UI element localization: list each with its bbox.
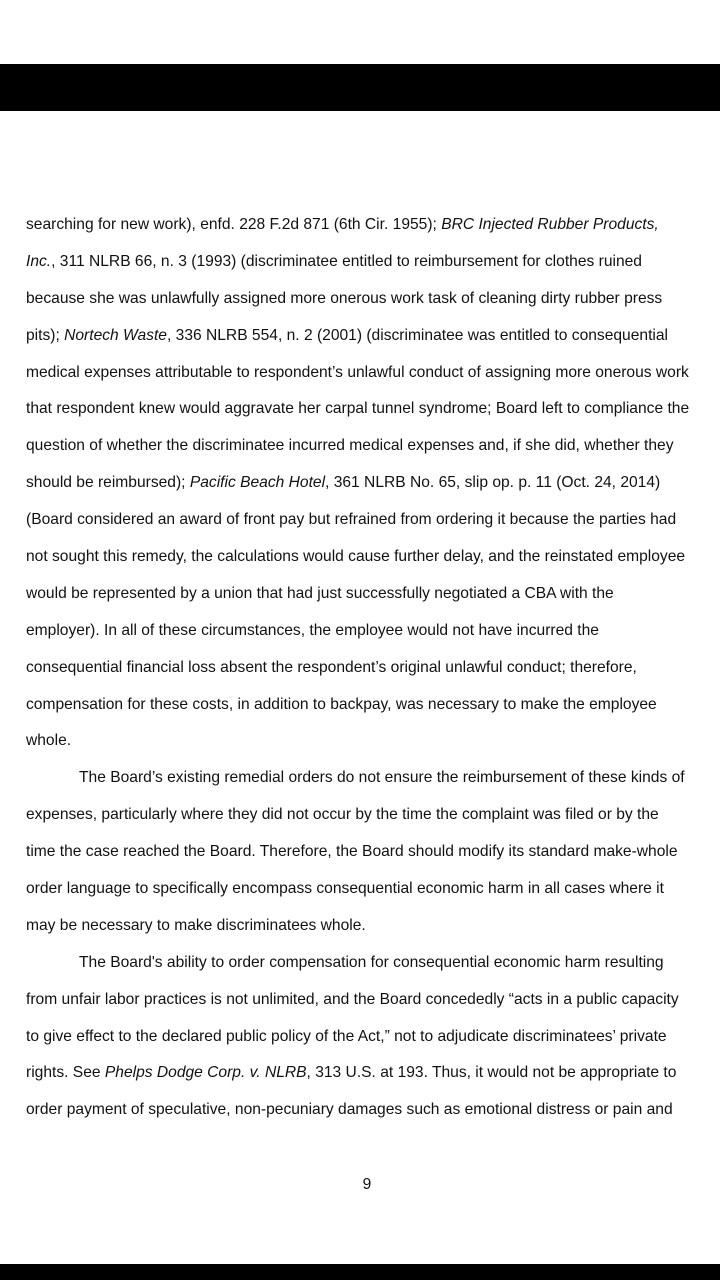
case-citation-italic: Pacific Beach Hotel <box>189 474 326 492</box>
text-line <box>26 281 716 318</box>
text-line <box>26 244 716 281</box>
text-line <box>26 982 716 1019</box>
page-number: 9 <box>362 1176 372 1193</box>
text-segment: pits); <box>26 326 65 344</box>
text-segment: order payment of speculative, non-pecuniary damages such as emotional distress or pain and <box>26 1101 673 1119</box>
text-line <box>26 391 716 428</box>
text-segment: (Board considered an award of front pay but refrained from ordering it because the parties had <box>26 511 677 529</box>
text-line <box>26 502 716 539</box>
text-segment: order language to specifically encompass consequential economic harm in all cases where it <box>26 880 664 898</box>
text-line <box>26 871 716 908</box>
text-line <box>26 834 716 871</box>
text-line <box>26 723 716 760</box>
case-citation-italic: Nortech Waste <box>64 326 167 344</box>
text-line <box>26 1092 716 1129</box>
text-line <box>26 908 716 945</box>
text-segment: compensation for these costs, in addition to backpay, was necessary to make the employee <box>26 695 657 713</box>
text-line <box>26 687 716 724</box>
text-line <box>26 650 716 687</box>
text-segment: , 361 NLRB No. 65, slip op. p. 11 (Oct. 24, 2014) <box>325 474 661 492</box>
text-line <box>26 945 716 982</box>
bottom-black-bar <box>0 1264 720 1280</box>
text-line <box>26 355 716 392</box>
text-line <box>26 318 716 355</box>
text-segment: question of whether the discriminatee incurred medical expenses and, if she did, whether they <box>26 437 674 455</box>
text-segment: , 313 U.S. at 193. Thus, it would not be appropriate to <box>306 1064 677 1082</box>
text-line <box>26 207 716 244</box>
top-black-bar <box>0 64 720 111</box>
text-line <box>26 760 716 797</box>
text-segment: rights. See <box>26 1064 105 1082</box>
text-segment: The Board’s existing remedial orders do not ensure the reimbursement of these kinds of <box>79 769 685 787</box>
text-segment: that respondent knew would aggravate her carpal tunnel syndrome; Board left to compliance the <box>26 400 690 418</box>
text-segment: may be necessary to make discriminatees whole. <box>26 916 366 934</box>
text-segment: consequential financial loss absent the respondent’s original unlawful conduct; therefore, <box>26 658 637 676</box>
text-line <box>26 465 716 502</box>
text-segment: time the case reached the Board. Therefore, the Board should modify its standard make-whole <box>26 843 678 861</box>
text-line <box>26 428 716 465</box>
text-segment: , 336 NLRB 554, n. 2 (2001) (discriminatee was entitled to consequential <box>166 326 669 344</box>
text-line <box>26 613 716 650</box>
text-segment: because she was unlawfully assigned more onerous work task of cleaning dirty rubber press <box>26 289 663 307</box>
text-line <box>26 539 716 576</box>
text-segment: would be represented by a union that had just successfully negotiated a CBA with the <box>26 584 614 602</box>
text-segment: from unfair labor practices is not unlimited, and the Board concededly “acts in a public capacity <box>26 990 679 1008</box>
text-segment: The Board's ability to order compensation for consequential economic harm resulting <box>79 953 664 971</box>
text-segment: employer). In all of these circumstances, the employee would not have incurred the <box>26 621 599 639</box>
text-segment: whole. <box>26 732 72 750</box>
case-citation-italic: BRC Injected Rubber Products, <box>441 216 659 233</box>
text-segment: , 311 NLRB 66, n. 3 (1993) (discriminatee entitled to reimbursement for clothes ruined <box>51 252 642 270</box>
text-line <box>26 1055 716 1092</box>
text-segment: should be reimbursed); <box>26 474 190 492</box>
case-citation-italic: Inc. <box>26 252 52 270</box>
text-line <box>26 576 716 613</box>
document-body <box>26 207 716 1129</box>
case-citation-italic: Phelps Dodge Corp. v. NLRB <box>104 1064 307 1082</box>
text-segment: to give effect to the declared public policy of the Act,” not to adjudicate discriminatees’ private <box>26 1027 667 1045</box>
text-segment: searching for new work), enfd. 228 F.2d 871 (6th Cir. 1955); <box>26 216 442 233</box>
text-line <box>26 1019 716 1056</box>
text-segment: not sought this remedy, the calculations would cause further delay, and the reinstated employee <box>26 548 686 566</box>
text-segment: expenses, particularly where they did not occur by the time the complaint was filed or by the <box>26 806 659 824</box>
text-segment: medical expenses attributable to respondent’s unlawful conduct of assigning more onerous work <box>26 363 689 381</box>
text-line <box>26 797 716 834</box>
